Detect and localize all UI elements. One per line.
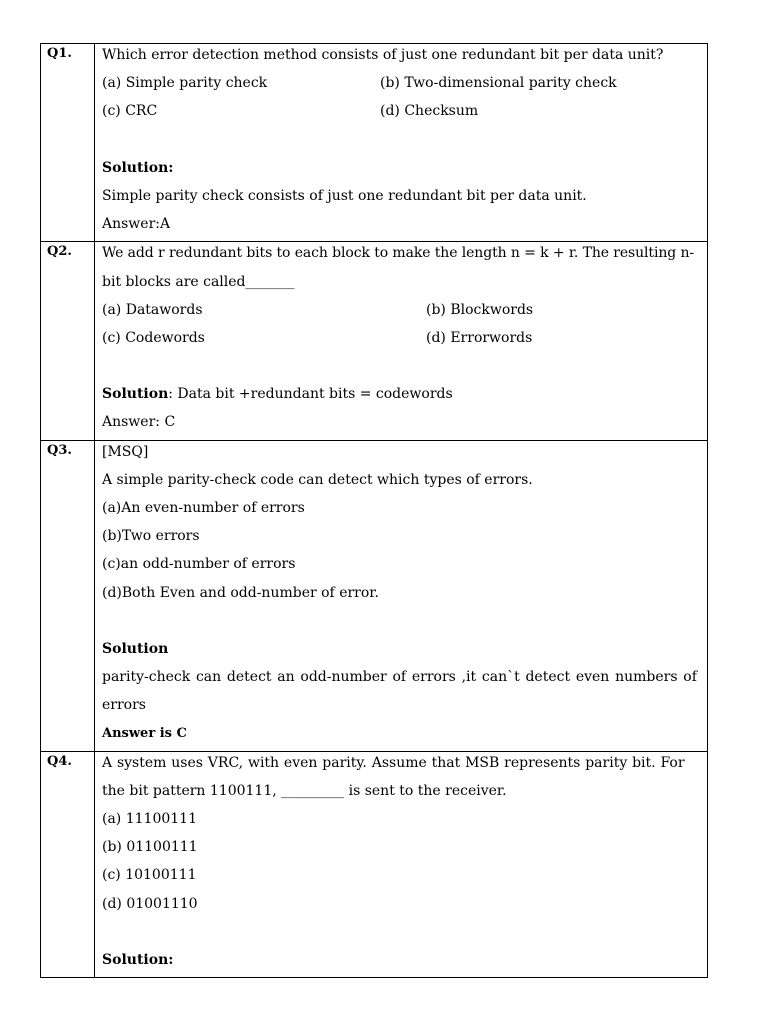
option-b: (b)Two errors [102,528,200,545]
solution-heading: Solution: [102,159,174,176]
question-text-line-2: the bit pattern 1100111, _________ is sent to the receiver. [102,782,507,799]
solution-heading: Solution: [102,952,174,968]
question-row-q2 [41,242,708,440]
question-row-q1 [41,44,708,242]
solution-text-line-2: errors [102,697,146,714]
solution-text: Solution: Data bit +redundant bits = codewords [102,386,453,403]
answer-text: Answer is C [102,725,187,741]
answer-text: Answer: C [102,414,176,431]
question-table [40,43,708,978]
option-a: (a)An even-number of errors [102,500,305,516]
question-number-cell [41,44,95,242]
question-number: Q3. [47,442,72,458]
option-c: (c)an odd-number of errors [102,556,296,573]
question-body-cell [95,242,708,440]
question-body-cell [95,751,708,978]
question-number: Q4. [47,753,72,769]
option-c: (c) CRC [102,103,158,120]
option-c: (c) 10100111 [102,867,197,884]
option-b: (b) 01100111 [102,839,198,856]
answer-text: Answer:A [102,216,171,233]
options-row [102,100,700,128]
question-body-cell [95,440,708,751]
option-a: (a) Simple parity check [102,75,268,92]
option-d: (d) 01001110 [102,895,198,912]
question-text: Which error detection method consists of just one redundant bit per data unit? [102,47,664,63]
question-number: Q1. [47,46,72,61]
solution-text: Simple parity check consists of just one redundant bit per data unit. [102,187,587,204]
option-a: (a) Datawords [102,301,203,318]
question-number: Q2. [47,244,72,260]
question-text-line-1: A system uses VRC, with even parity. Assume that MSB represents parity bit. For [102,754,685,771]
solution-heading: Solution [102,386,169,403]
option-c: (c) Codewords [102,329,205,346]
question-row-q4 [41,751,708,978]
question-text: A simple parity-check code can detect which types of errors. [102,471,533,488]
question-number-cell [41,440,95,751]
question-body-cell [95,44,708,242]
solution-heading: Solution [102,640,169,657]
option-d: (d) Errorwords [426,329,533,346]
question-number-cell [41,242,95,440]
question-tag: [MSQ] [102,443,149,460]
question-text-line-1: We add r redundant bits to each block to make the length n = k + r. The resulting n- [102,245,695,262]
solution-text-line-1: parity-check can detect an odd-number of errors ,it can`t detect even numbers of [102,669,697,686]
option-b: (b) Two-dimensional parity check [380,75,617,92]
option-d: (d) Checksum [380,103,479,120]
option-a: (a) 11100111 [102,811,197,828]
option-b: (b) Blockwords [426,301,534,318]
question-row-q3 [41,440,708,751]
option-d: (d)Both Even and odd-number of error. [102,584,379,601]
question-number-cell [41,751,95,978]
options-row [102,72,700,100]
question-text-line-2: bit blocks are called_______ [102,273,295,290]
options-row [102,299,700,327]
options-row [102,327,700,355]
